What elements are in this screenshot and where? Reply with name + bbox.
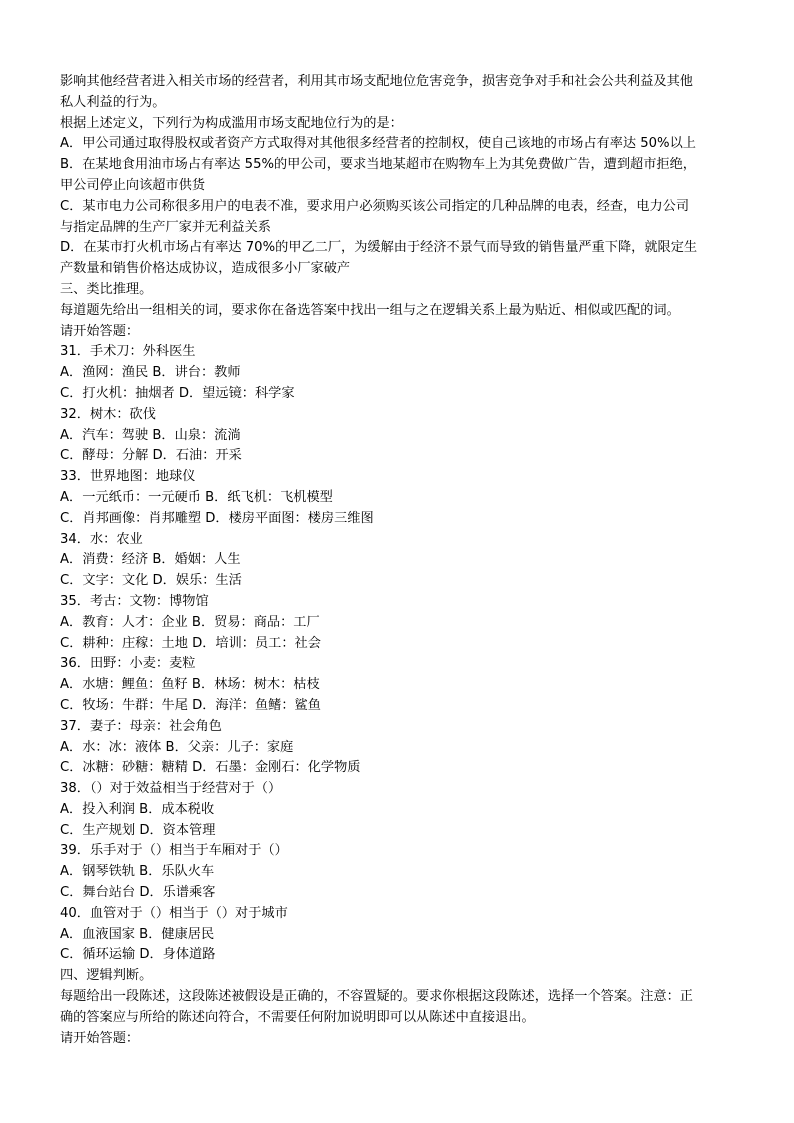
option-line: B．在某地食用油市场占有率达 55%的甲公司，要求当地某超市在购物车上为其免费做广告，遭到超市拒绝， — [60, 157, 696, 173]
option-line: A．汽车：驾驶 B．山泉：流淌 — [60, 427, 241, 443]
question-line: 31．手术刀：外科医生 — [60, 344, 196, 360]
option-line: 与指定品牌的生产厂家并无利益关系 — [60, 219, 271, 235]
text-line: 私人利益的行为。 — [60, 94, 166, 110]
question-line: 33．世界地图：地球仪 — [60, 469, 196, 485]
option-line: C．肖邦画像：肖邦雕塑 D．楼房平面图：楼房三维图 — [60, 510, 374, 526]
document-page — [60, 72, 738, 1049]
text-line: 根据上述定义，下列行为构成滥用市场支配地位行为的是： — [60, 115, 403, 131]
option-line: C．舞台站台 D．乐谱乘客 — [60, 885, 216, 901]
question-line: 38．（）对于效益相当于经营对于（） — [60, 781, 282, 797]
option-line: C．酵母：分解 D．石油：开采 — [60, 448, 242, 464]
option-line: 甲公司停止向该超市供货 — [60, 177, 206, 193]
option-line: 产数量和销售价格达成协议，造成很多小厂家破产 — [60, 261, 351, 277]
start-prompt: 请开始答题： — [60, 323, 140, 339]
start-prompt: 请开始答题： — [60, 1030, 140, 1046]
option-line: A．甲公司通过取得股权或者资产方式取得对其他很多经营者的控制权，使自己该地的市场占有率达 50%以上 — [60, 136, 696, 152]
option-line: A．水：冰：液体 B．父亲：儿子：家庭 — [60, 739, 294, 755]
question-line: 36．田野：小麦：麦粒 — [60, 656, 196, 672]
option-line: A．渔网：渔民 B．讲台：教师 — [60, 365, 241, 381]
question-line: 40．血管对于（）相当于（）对于城市 — [60, 905, 288, 921]
section-heading: 三、类比推理。 — [60, 281, 153, 297]
question-line: 32．树木：砍伐 — [60, 406, 156, 422]
section-heading: 四、逻辑判断。 — [60, 968, 153, 984]
question-line: 37．妻子：母亲：社会角色 — [60, 718, 222, 734]
section-instructions: 确的答案应与所给的陈述向符合，不需要任何附加说明即可以从陈述中直接退出。 — [60, 1009, 535, 1025]
option-line: A．一元纸币：一元硬币 B．纸飞机：飞机模型 — [60, 489, 333, 505]
option-line: A．教育：人才：企业 B．贸易：商品：工厂 — [60, 614, 320, 630]
question-line: 35．考古：文物：博物馆 — [60, 593, 209, 609]
option-line: A．血液国家 B．健康居民 — [60, 926, 215, 942]
section-instructions: 每题给出一段陈述，这段陈述被假设是正确的，不容置疑的。要求你根据这段陈述，选择一个答案。注意：正 — [60, 989, 693, 1005]
option-line: D．在某市打火机市场占有率达 70%的甲乙二厂，为缓解由于经济不景气而导致的销售量严重下降，就限定生 — [60, 240, 698, 256]
option-line: C．冰糖：砂糖：糖精 D．石墨：金刚石：化学物质 — [60, 760, 361, 776]
option-line: C．循环运输 D．身体道路 — [60, 947, 216, 963]
option-line: A．钢琴铁轨 B．乐队火车 — [60, 864, 215, 880]
option-line: A．投入利润 B．成本税收 — [60, 801, 215, 817]
question-line: 39．乐手对于（）相当于车厢对于（） — [60, 843, 288, 859]
text-line: 影响其他经营者进入相关市场的经营者，利用其市场支配地位危害竞争，损害竞争对手和社会公共利益及其他 — [60, 74, 693, 89]
question-line: 34．水：农业 — [60, 531, 143, 547]
option-line: A．水塘：鲤鱼：鱼籽 B．林场：树木：枯枝 — [60, 677, 320, 693]
option-line: A．消费：经济 B．婚姻：人生 — [60, 552, 241, 568]
option-line: C．文字：文化 D．娱乐：生活 — [60, 573, 242, 589]
option-line: C．耕种：庄稼：土地 D．培训：员工：社会 — [60, 635, 321, 651]
option-line: C．生产规划 D．资本管理 — [60, 822, 216, 838]
option-line: C．某市电力公司称很多用户的电表不准，要求用户必须购买该公司指定的几种品牌的电表，经查，电力公司 — [60, 198, 690, 214]
option-line: C．牧场：牛群：牛尾 D．海洋：鱼鳍：鲨鱼 — [60, 697, 321, 713]
option-line: C．打火机：抽烟者 D．望远镜：科学家 — [60, 385, 295, 401]
section-instructions: 每道题先给出一组相关的词，要求你在备选答案中找出一组与之在逻辑关系上最为贴近、相似或匹配的词。 — [60, 302, 680, 318]
